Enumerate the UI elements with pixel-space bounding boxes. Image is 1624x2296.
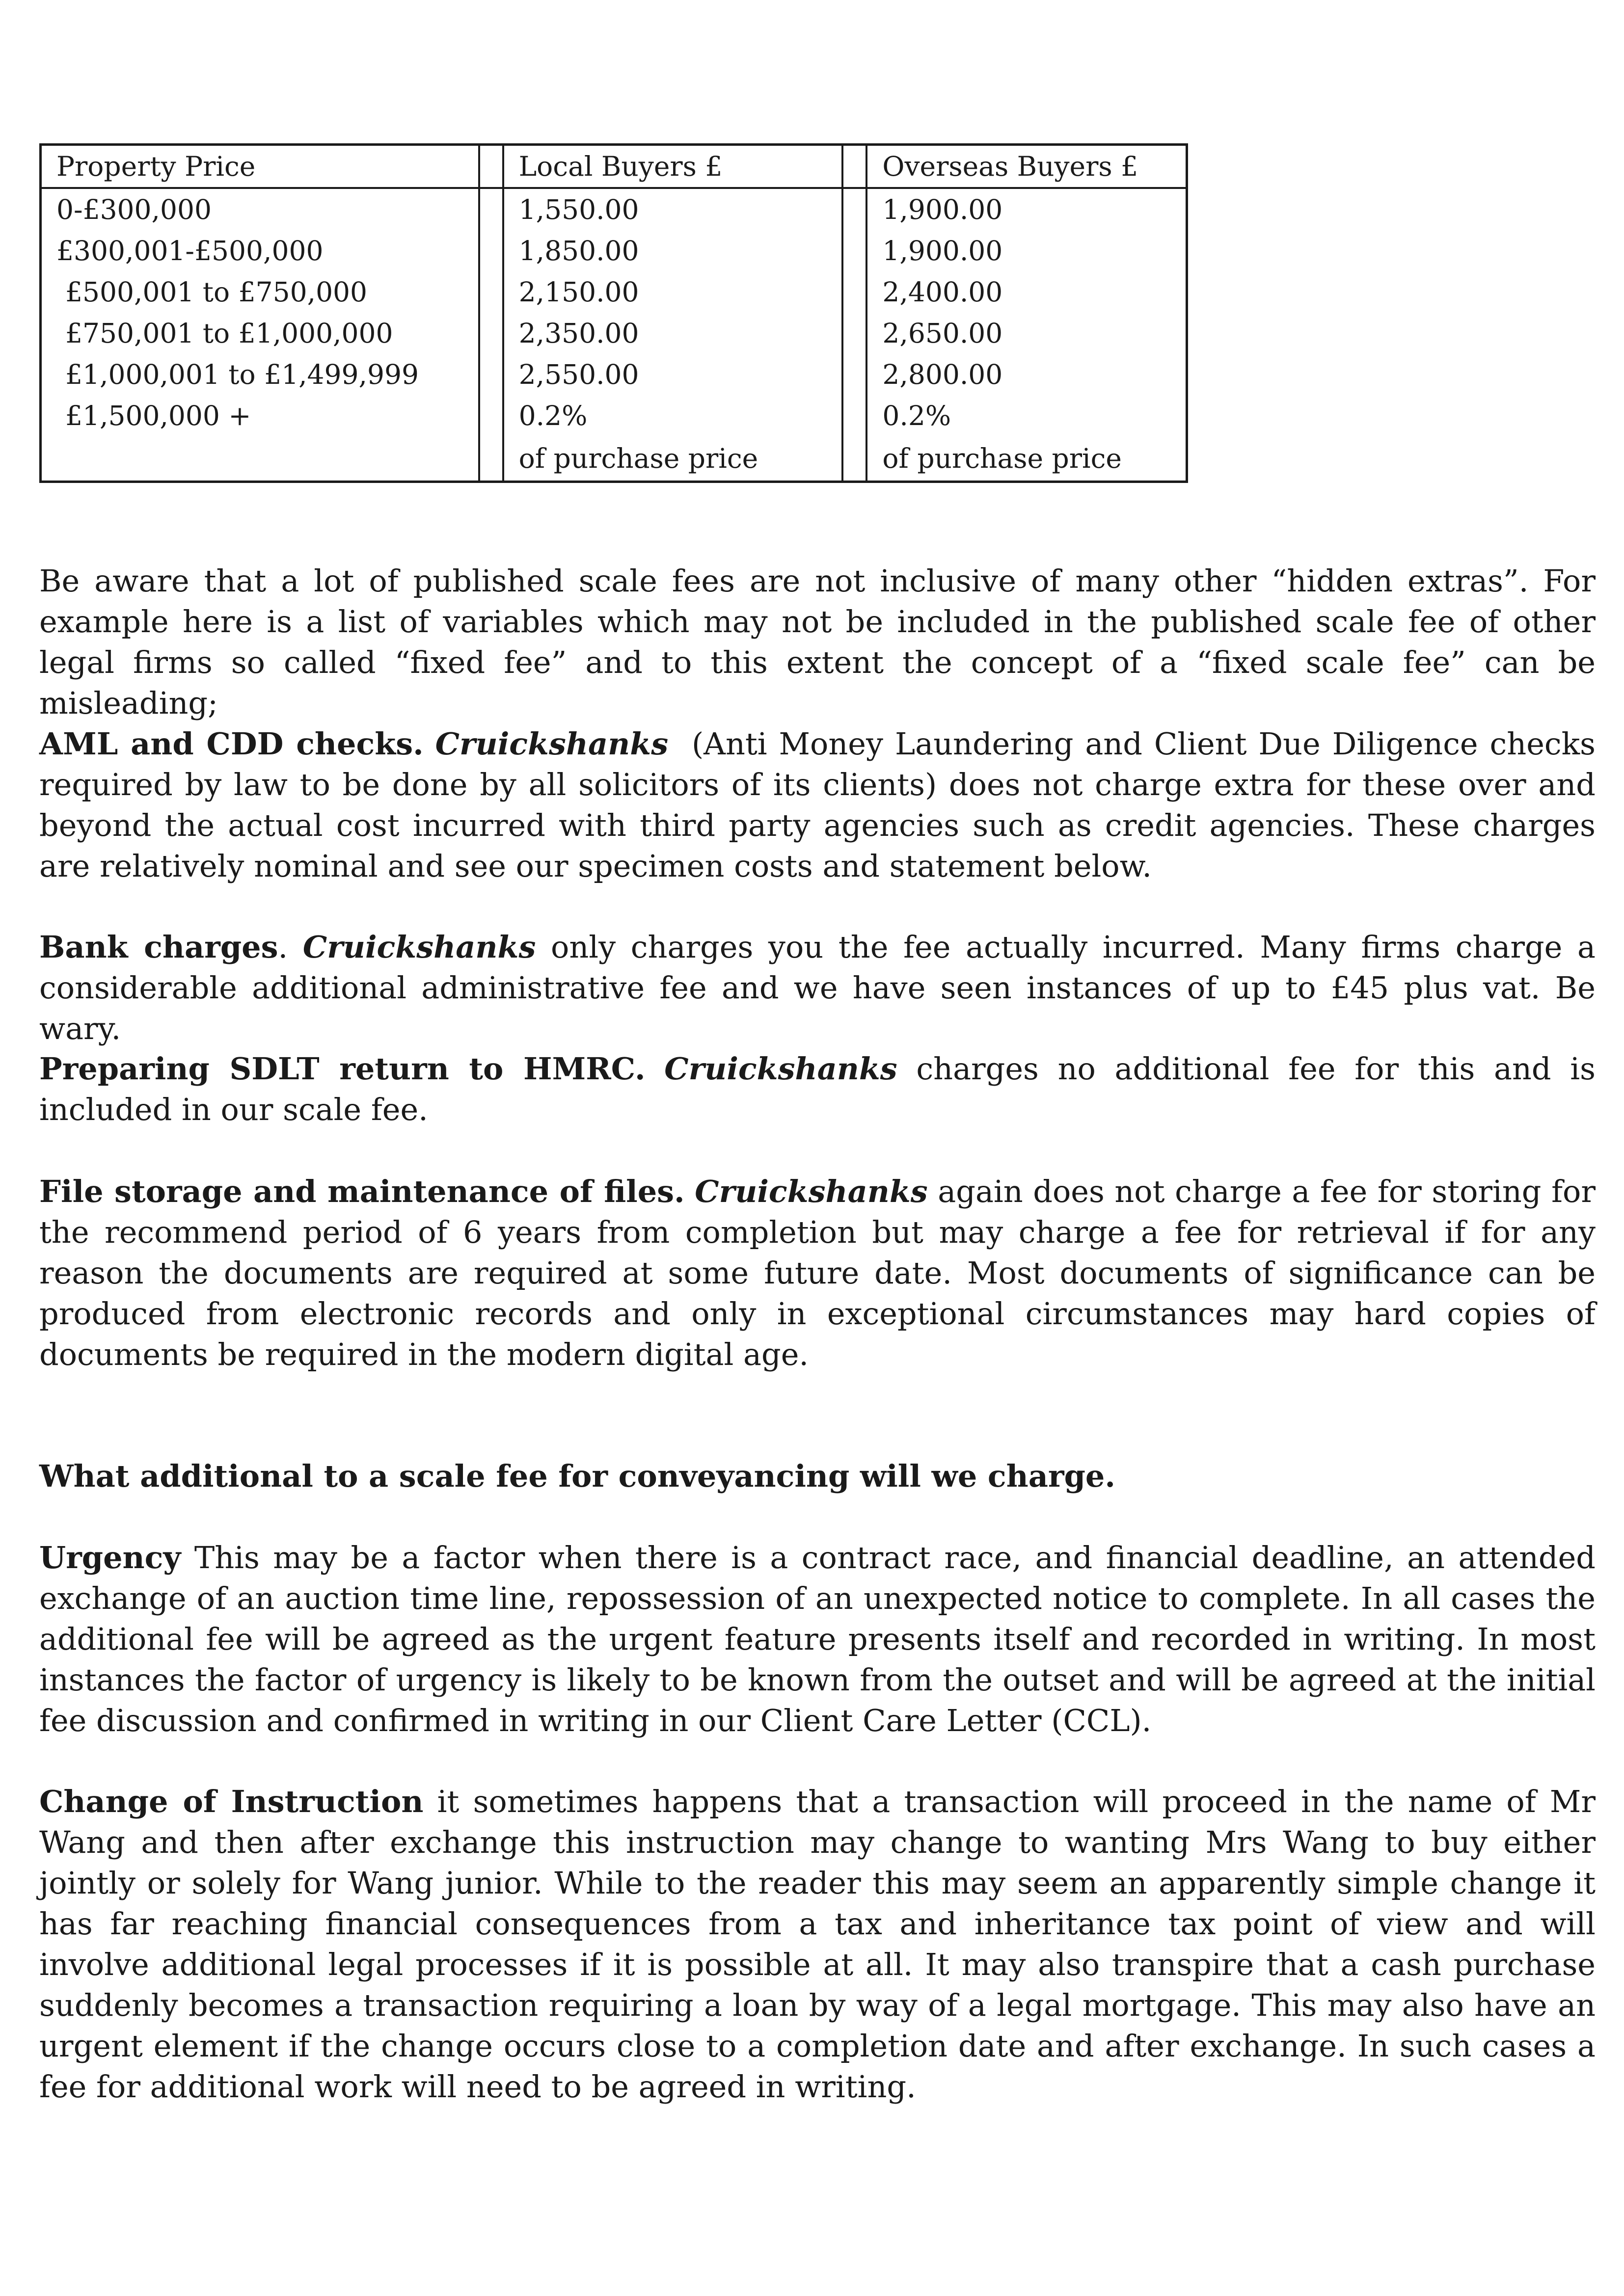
sdlt-paragraph [39,1048,1596,1130]
bank-charges-title: Bank charges [39,929,278,965]
header-property-price: Property Price [41,145,479,188]
urgency-text: This may be a factor when there is a contract race, and financial deadline, an attended exchange of an auction time line, repossession of an unexpected notice to complete. In all cases the additional fee will be agreed as the urgent feature presents itself and recorded in writing. In most instances the factor of urgency is likely to be known from the outset and will be agreed at the initial fee discussion and confirmed in writing in our Client Care Letter (CCL). [39,1540,1596,1738]
table-row [41,230,1187,271]
cell-property-price: 0-£300,000 [56,194,212,225]
cell-property-price: £500,001 to £750,000 [65,276,368,308]
column-separator [842,230,866,271]
cell-property-price: £1,500,000 + [65,400,251,431]
column-separator [842,313,866,354]
table-row [41,354,1187,395]
table-row [41,395,1187,436]
column-separator [479,188,503,230]
header-local-buyers: Local Buyers £ [503,145,843,188]
additional-charges-heading-text: What additional to a scale fee for conveyancing will we charge. [39,1458,1115,1494]
firm-name: Cruickshanks [435,726,669,762]
fee-table-header-row [41,145,1187,188]
cell-local-fee: 1,850.00 [518,235,639,267]
column-separator [842,271,866,313]
cell-overseas-fee: 1,900.00 [882,194,1003,225]
change-of-instruction-text: it sometimes happens that a transaction will proceed in the name of Mr Wang and then after exchange this instruction may change to wanting Mrs Wang to buy either jointly or solely for Wang junior. While to the reader this may seem an apparently simple change it has far reaching financial consequences from a tax and inheritance tax point of view and will involve additional legal processes if it is possible at all. It may also transpire that a cash purchase suddenly becomes a transaction requiring a loan by way of a legal mortgage. This may also have an urgent element if the change occurs close to a completion date and after exchange. In such cases a fee for additional work will need to be agreed in writing. [39,1784,1596,2105]
cell-local-fee: 0.2% [518,400,588,431]
urgency-paragraph [39,1537,1596,1741]
cell-local-fee: 2,350.00 [518,318,639,349]
fee-table [39,143,1188,483]
column-separator [479,436,503,482]
header-overseas-buyers: Overseas Buyers £ [866,145,1187,188]
cell-overseas-fee: 2,650.00 [882,318,1003,349]
cell-overseas-fee: 1,900.00 [882,235,1003,267]
change-of-instruction-paragraph [39,1781,1596,2107]
additional-charges-heading [39,1456,1596,1496]
cell-overseas-fee: 0.2% [882,400,951,431]
cell-local-fee: of purchase price [518,443,758,474]
intro-paragraph: Be aware that a lot of published scale fees are not inclusive of many other “hidden extras”. For example here is a list of variables which may not be included in the published scale fee of other legal firms so called “fixed fee” and to this extent the concept of a “fixed scale fee” can be misleading; [39,563,1596,721]
table-row [41,436,1187,482]
cell-property-price: £1,000,001 to £1,499,999 [65,359,419,390]
cell-property-price: £750,001 to £1,000,000 [65,318,393,349]
cell-overseas-fee: 2,400.00 [882,276,1003,308]
change-of-instruction-title: Change of Instruction [39,1784,424,1819]
column-separator [479,313,503,354]
column-separator [479,271,503,313]
column-separator [479,395,503,436]
table-row [41,313,1187,354]
column-separator [479,354,503,395]
column-separator [842,395,866,436]
aml-cdd-title: AML and CDD checks. [39,726,424,762]
sdlt-text: charges no additional fee for this and is included in our scale fee. [39,1051,1596,1127]
bank-charges-text: only charges you the fee actually incurred. Many firms charge a considerable additional administrative fee and we have seen instances of up to £45 plus vat. Be wary. [39,929,1596,1046]
cell-property-price [41,436,479,482]
firm-name: Cruickshanks [664,1051,897,1087]
column-separator [842,188,866,230]
column-separator [842,436,866,482]
table-row [41,188,1187,230]
bank-charges-paragraph [39,927,1596,1049]
file-storage-text: again does not charge a fee for storing for the recommend period of 6 years from completion but may charge a fee for retrieval if for any reason the documents are required at some future date. Most documents of significance can be produced from electronic records and only in exceptional circumstances may hard copies of documents be required in the modern digital age. [39,1174,1596,1372]
bank-charges-separator: . [278,929,303,965]
file-storage-title: File storage and maintenance of files. [39,1174,685,1209]
table-row [41,271,1187,313]
cell-property-price: £300,001-£500,000 [56,235,324,267]
cell-overseas-fee: of purchase price [882,443,1122,474]
column-separator [842,145,866,188]
column-separator [479,230,503,271]
file-storage-paragraph [39,1171,1596,1375]
aml-cdd-paragraph [39,723,1596,886]
firm-name: Cruickshanks [302,929,536,965]
column-separator [842,354,866,395]
aml-cdd-text: (Anti Money Laundering and Client Due Diligence checks required by law to be done by all solicitors of its clients) does not charge extra for these over and beyond the actual cost incurred with third party agencies such as credit agencies. These charges are relatively nominal and see our specimen costs and statement below. [39,726,1596,884]
urgency-title: Urgency [39,1540,181,1575]
column-separator [479,145,503,188]
cell-local-fee: 2,550.00 [518,359,639,390]
cell-local-fee: 2,150.00 [518,276,639,308]
cell-local-fee: 1,550.00 [518,194,639,225]
firm-name: Cruickshanks [695,1174,928,1209]
sdlt-title: Preparing SDLT return to HMRC. [39,1051,646,1087]
cell-overseas-fee: 2,800.00 [882,359,1003,390]
